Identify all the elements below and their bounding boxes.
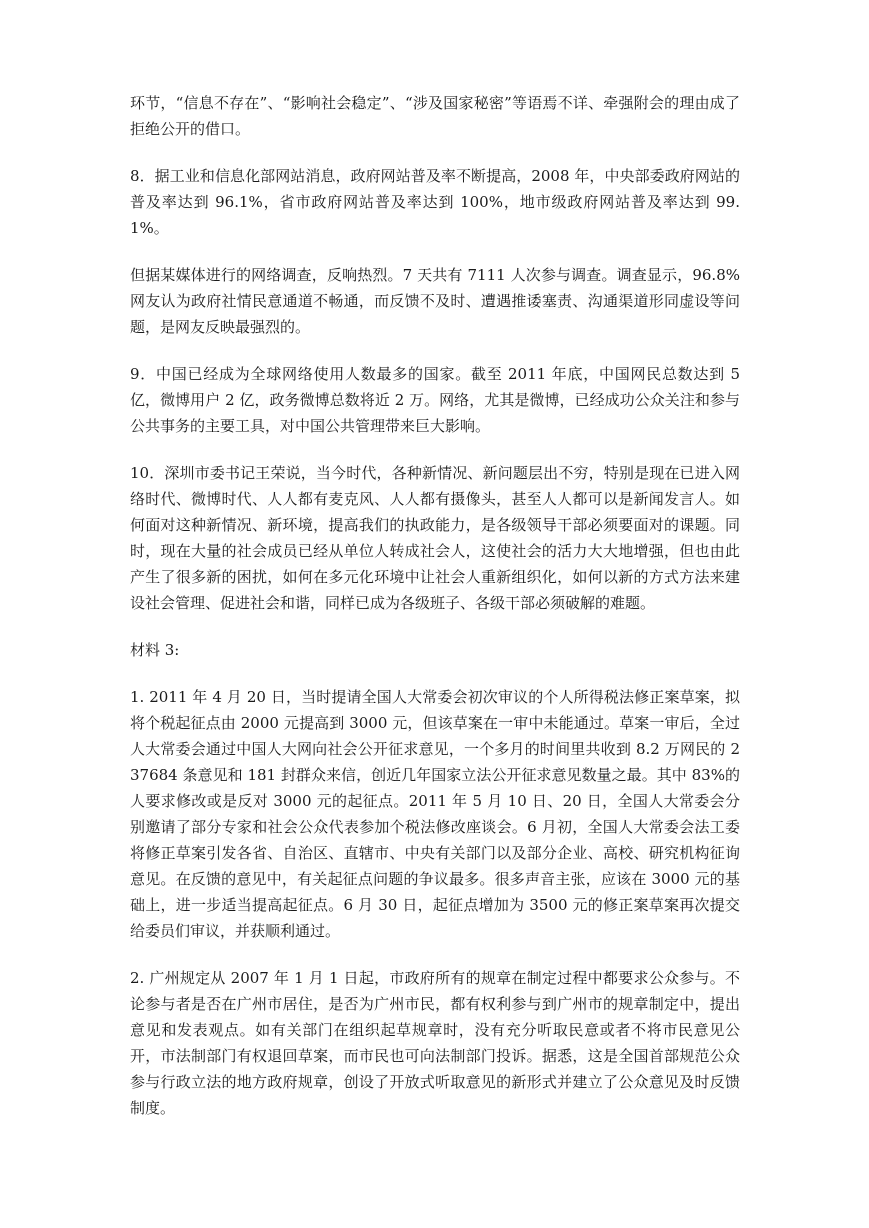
- paragraph-continuation: 环节，“信息不存在”、“影响社会稳定”、“涉及国家秘密”等语焉不详、牵强附会的理由成了拒绝公开的借口。: [130, 94, 740, 138]
- paragraph-material-3-item-2: 2. 广州规定从 2007 年 1 月 1 日起，市政府所有的规章在制定过程中都要求公众参与。不论参与者是否在广州市居住，是否为广州市民，都有权利参与到广州市的规章制定中，提出意见和发表观点。如有关部门在组织起草规章时，没有充分听取民意或者不将市民意见公开，市法制部门有权退回草案，而市民也可向法制部门投诉。据悉，这是全国首部规范公众参与行政立法的地方政府规章，创设了开放式听取意见的新形式并建立了公众意见及时反馈制度。: [130, 969, 740, 1117]
- paragraph-material-3-item-1: 1. 2011 年 4 月 20 日，当时提请全国人大常委会初次审议的个人所得税法修正案草案，拟将个税起征点由 2000 元提高到 3000 元，但该草案在一审中未能通过。草案一审后，全过人大常委会通过中国人大网向社会公开征求意见，一个多月的时间里共收到 8.2 万网民的 237684 条意见和 181 封群众来信，创近几年国家立法公开征求意见数量之最。其中 83%的人要求修改或是反对 3000 元的起征点。2011 年 5 月 10 日、20 日，全国人大常委会分别邀请了部分专家和社会公众代表参加个税法修改座谈会。6 月初，全国人大常委会法工委将修正草案引发各省、自治区、直辖市、中央有关部门以及部分企业、高校、研究机构征询意见。在反馈的意见中，有关起征点问题的争议最多。很多声音主张，应该在 3000 元的基础上，进一步适当提高起征点。6 月 30 日，起征点增加为 3500 元的修正案草案再次提交给委员们审议，并获顺利通过。: [130, 688, 740, 940]
- paragraph-item-9: 9．中国已经成为全球网络使用人数最多的国家。截至 2011 年底，中国网民总数达到 5 亿，微博用户 2 亿，政务微博总数将近 2 万。网络，尤其是微博，已经成功公众关注和参与公共事务的主要工具，对中国公共管理带来巨大影响。: [130, 365, 740, 435]
- paragraph-item-10: 10．深圳市委书记王荣说，当今时代，各种新情况、新问题层出不穷，特别是现在已进入网络时代、微博时代、人人都有麦克风、人人都有摄像头，甚至人人都可以是新闻发言人。如何面对这种新情况、新环境，提高我们的执政能力，是各级领导干部必须要面对的课题。同时，现在大量的社会成员已经从单位人转成社会人，这使社会的活力大大地增强，但也由此产生了很多新的困扰，如何在多元化环境中让社会人重新组织化，如何以新的方式方法来建设社会管理、促进社会和谐，同样已成为各级班子、各级干部必须破解的难题。: [130, 464, 740, 612]
- section-heading-material-3: 材料 3:: [130, 641, 180, 659]
- paragraph-survey: 但据某媒体进行的网络调查，反响热烈。7 天共有 7111 人次参与调查。调查显示，96.8%网友认为政府社情民意通道不畅通，而反馈不及时、遭遇推诿塞责、沟通渠道形同虚设等问题，是网友反映最强烈的。: [130, 266, 740, 336]
- document-page: [130, 90, 740, 1142]
- paragraph-item-8: 8．据工业和信息化部网站消息，政府网站普及率不断提高，2008 年，中央部委政府网站的普及率达到 96.1%，省市政府网站普及率达到 100%，地市级政府网站普及率达到 99.1%。: [130, 167, 740, 237]
